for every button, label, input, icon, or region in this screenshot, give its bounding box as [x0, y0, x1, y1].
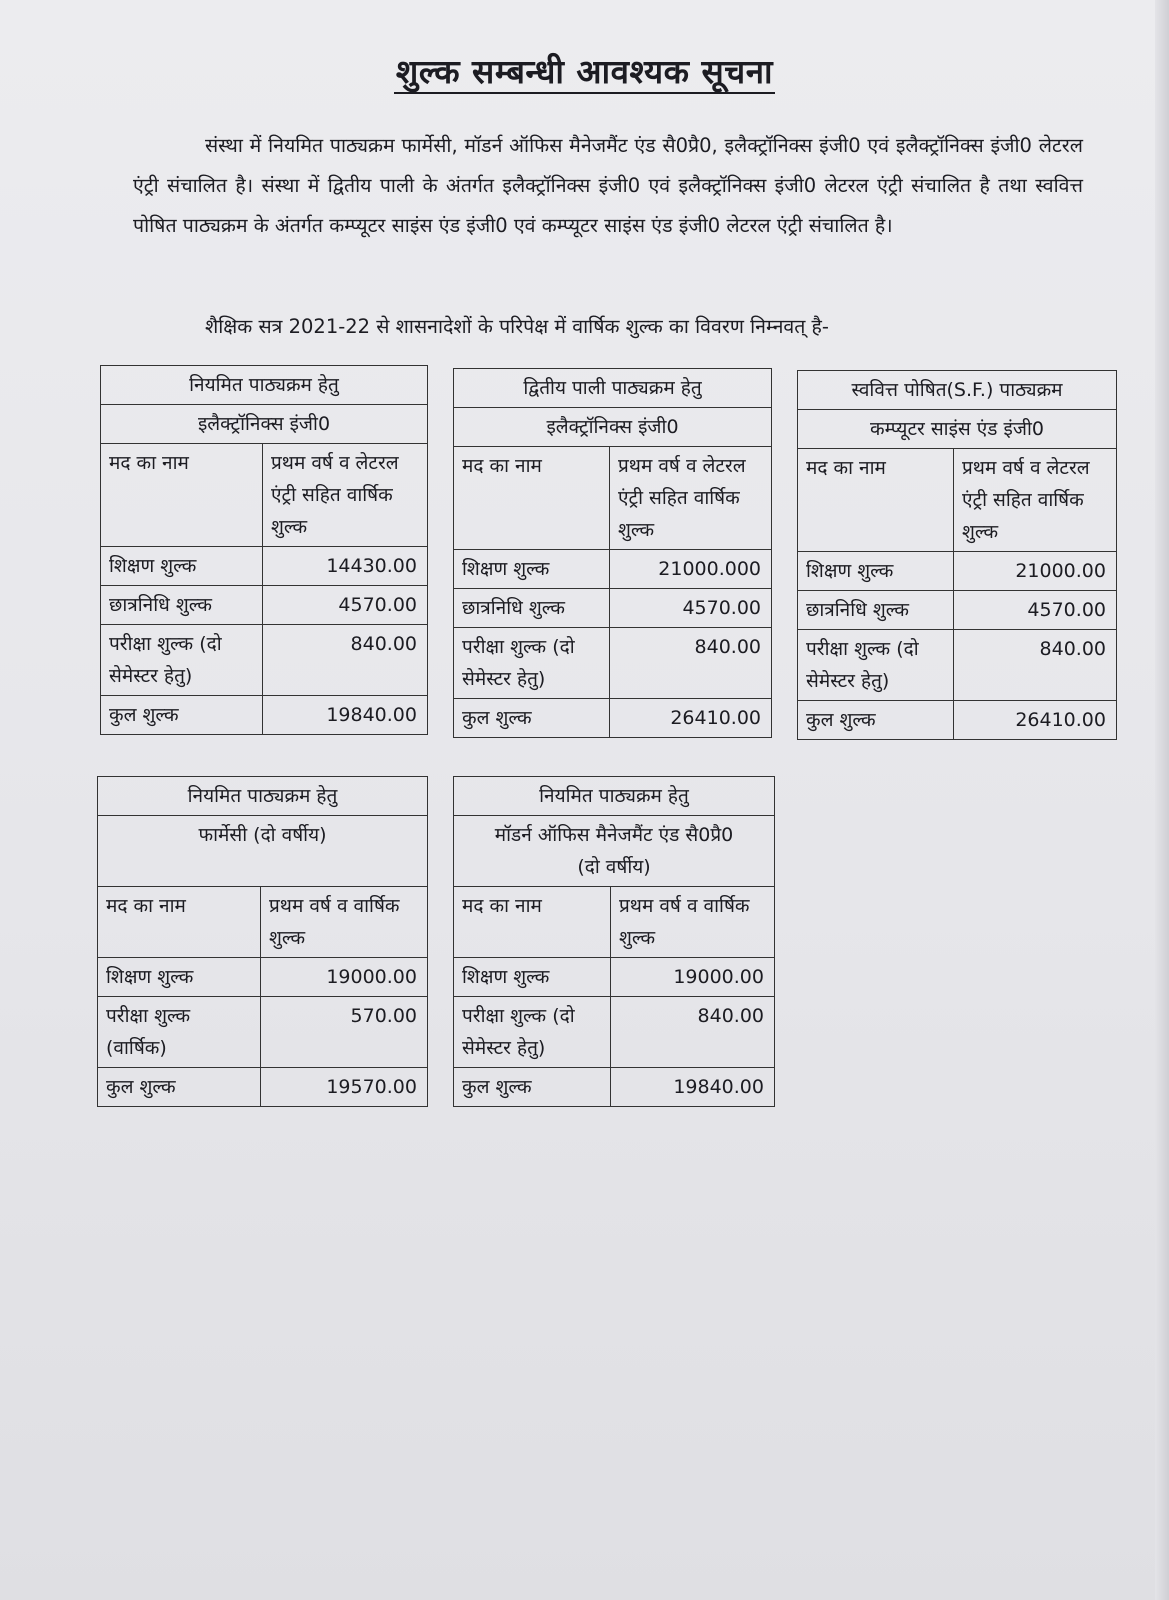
fee-amount: 840.00 [263, 625, 428, 696]
fee-item: छात्रनिधि शुल्क [798, 591, 954, 630]
fee-item: कुल शुल्क [98, 1068, 261, 1107]
column-header-item: मद का नाम [798, 449, 954, 552]
fee-table-second-shift-electronics [453, 368, 772, 738]
fee-amount: 19570.00 [261, 1068, 428, 1107]
column-header-fee: प्रथम वर्ष व वार्षिक शुल्क [261, 887, 428, 958]
column-header-fee: प्रथम वर्ष व वार्षिक शुल्क [611, 887, 775, 958]
fee-item: शिक्षण शुल्क [98, 958, 261, 997]
table-course: इलैक्ट्रॉनिक्स इंजी0 [454, 408, 772, 447]
table-row [454, 997, 775, 1068]
table-row [101, 625, 428, 696]
fee-amount: 4570.00 [610, 589, 772, 628]
table-row [98, 997, 428, 1068]
table-row [798, 552, 1117, 591]
fee-item: कुल शुल्क [798, 701, 954, 740]
fee-intro: शैक्षिक सत्र 2021-22 से शासनादेशों के परिपेक्ष में वार्षिक शुल्क का विवरण निम्नवत् है- [205, 315, 829, 338]
fee-amount: 570.00 [261, 997, 428, 1068]
fee-amount: 21000.00 [954, 552, 1117, 591]
table-row [454, 550, 772, 589]
fee-table-modern-office-management [453, 776, 775, 1107]
fee-item: छात्रनिधि शुल्क [454, 589, 610, 628]
column-header-item: मद का नाम [98, 887, 261, 958]
column-header-fee: प्रथम वर्ष व लेटरल एंट्री सहित वार्षिक शुल्क [954, 449, 1117, 552]
fee-amount: 840.00 [611, 997, 775, 1068]
fee-amount: 19840.00 [263, 696, 428, 735]
table-row [798, 630, 1117, 701]
table-header-row [454, 887, 775, 958]
table-heading: नियमित पाठ्यक्रम हेतु [98, 777, 428, 816]
fee-item: कुल शुल्क [454, 1068, 611, 1107]
fee-amount: 4570.00 [954, 591, 1117, 630]
paper-edge-shadow [1155, 0, 1169, 1600]
table-total-row [101, 696, 428, 735]
notice-title: शुल्क सम्बन्धी आवश्यक सूचना [0, 48, 1169, 93]
fee-amount: 840.00 [610, 628, 772, 699]
table-row [98, 958, 428, 997]
table-header-row [798, 449, 1117, 552]
fee-amount: 4570.00 [263, 586, 428, 625]
fee-item: परीक्षा शुल्क (दो सेमेस्टर हेतु) [454, 997, 611, 1068]
fee-amount: 26410.00 [610, 699, 772, 738]
fee-amount: 26410.00 [954, 701, 1117, 740]
table-row [454, 628, 772, 699]
fee-item: शिक्षण शुल्क [101, 547, 263, 586]
fee-item: कुल शुल्क [101, 696, 263, 735]
table-row [454, 958, 775, 997]
column-header-fee: प्रथम वर्ष व लेटरल एंट्री सहित वार्षिक शुल्क [610, 447, 772, 550]
table-row [101, 547, 428, 586]
table-heading: नियमित पाठ्यक्रम हेतु [454, 777, 775, 816]
table-heading: द्वितीय पाली पाठ्यक्रम हेतु [454, 369, 772, 408]
fee-amount: 21000.000 [610, 550, 772, 589]
column-header-item: मद का नाम [101, 444, 263, 547]
fee-item: छात्रनिधि शुल्क [101, 586, 263, 625]
fee-amount: 840.00 [954, 630, 1117, 701]
table-heading: स्ववित्त पोषित(S.F.) पाठ्यक्रम [798, 371, 1117, 410]
fee-item: शिक्षण शुल्क [454, 550, 610, 589]
table-total-row [798, 701, 1117, 740]
fee-amount: 14430.00 [263, 547, 428, 586]
table-total-row [454, 1068, 775, 1107]
table-header-row [98, 887, 428, 958]
table-heading: नियमित पाठ्यक्रम हेतु [101, 366, 428, 405]
fee-item: परीक्षा शुल्क (दो सेमेस्टर हेतु) [798, 630, 954, 701]
column-header-fee: प्रथम वर्ष व लेटरल एंट्री सहित वार्षिक शुल्क [263, 444, 428, 547]
fee-table-self-financed-cse [797, 370, 1117, 740]
fee-item: शिक्षण शुल्क [798, 552, 954, 591]
column-header-item: मद का नाम [454, 887, 611, 958]
fee-item: शिक्षण शुल्क [454, 958, 611, 997]
fee-item: परीक्षा शुल्क (दो सेमेस्टर हेतु) [101, 625, 263, 696]
fee-table-pharmacy [97, 776, 428, 1107]
table-header-row [454, 447, 772, 550]
notice-paragraph: संस्था में नियमित पाठ्यक्रम फार्मेसी, मॉडर्न ऑफिस मैनेजमैंट एंड सै0प्रै0, इलैक्ट्रॉनिक्स इंजी0 एवं इलैक्ट्रॉनिक्स इंजी0 लेटरल एंट्री संचालित है। संस्था में द्वितीय पाली के अंतर्गत इलैक्ट्रॉनिक्स इंजी0 एवं इलैक्ट्रॉनिक्स इंजी0 लेटरल एंट्री संचालित है तथा स्ववित्त पोषित पाठ्यक्रम के अंतर्गत कम्प्यूटर साइंस एंड इंजी0 एवं कम्प्यूटर साइंस एंड इंजी0 लेटरल एंट्री संचालित है। [133, 134, 1083, 237]
table-course: कम्प्यूटर साइंस एंड इंजी0 [798, 410, 1117, 449]
table-course: इलैक्ट्रॉनिक्स इंजी0 [101, 405, 428, 444]
table-row [101, 586, 428, 625]
table-total-row [454, 699, 772, 738]
fee-amount: 19840.00 [611, 1068, 775, 1107]
column-header-item: मद का नाम [454, 447, 610, 550]
table-header-row [101, 444, 428, 547]
fee-item: परीक्षा शुल्क (दो सेमेस्टर हेतु) [454, 628, 610, 699]
table-row [798, 591, 1117, 630]
fee-item: परीक्षा शुल्क (वार्षिक) [98, 997, 261, 1068]
table-row [454, 589, 772, 628]
table-total-row [98, 1068, 428, 1107]
table-course: मॉडर्न ऑफिस मैनेजमैंट एंड सै0प्रै0 (दो वर्षीय) [454, 816, 775, 887]
fee-table-regular-electronics [100, 365, 428, 735]
fee-item: कुल शुल्क [454, 699, 610, 738]
fee-amount: 19000.00 [261, 958, 428, 997]
table-course: फार्मेसी (दो वर्षीय) [98, 816, 428, 887]
fee-amount: 19000.00 [611, 958, 775, 997]
